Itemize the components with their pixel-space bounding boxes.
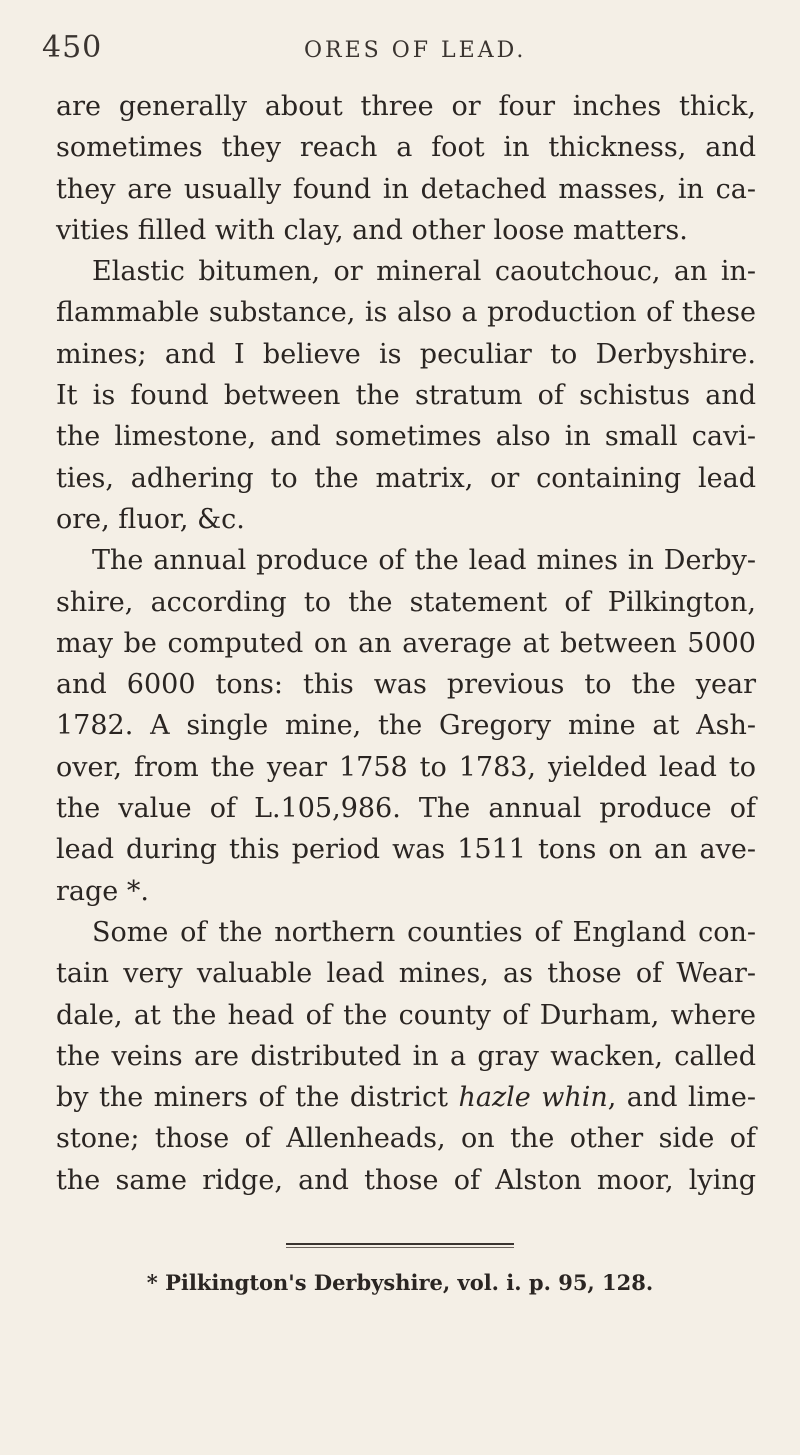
page-header <box>42 30 740 70</box>
text-line: rage *. <box>56 875 149 907</box>
text-line: ties, adhering to the matrix, or containing lead <box>56 462 756 494</box>
text-line: stone; those of Allenheads, on the other side of <box>56 1123 756 1155</box>
page-number: 450 <box>42 30 103 65</box>
text-line: shire, according to the statement of Pilkington, <box>56 586 756 618</box>
text-line: The annual produce of the lead mines in Derby- <box>92 545 756 577</box>
text-segment: , and lime- <box>607 1082 756 1114</box>
text-line: the limestone, and sometimes also in small cavi- <box>56 421 756 453</box>
text-line: and 6000 tons: this was previous to the year <box>56 669 756 701</box>
text-line: mines; and I believe is peculiar to Derbyshire. <box>56 338 756 370</box>
text-line: Elastic bitumen, or mineral caoutchouc, an in- <box>92 256 756 288</box>
text-line-hazle-whin <box>56 1077 756 1118</box>
text-line: the veins are distributed in a gray wacken, called <box>56 1040 756 1072</box>
footnote: * Pilkington's Derbyshire, vol. i. p. 95, 128. <box>146 1270 654 1295</box>
text-line: tain very valuable lead mines, as those of Wear- <box>56 958 756 990</box>
footnote-rule <box>286 1243 514 1248</box>
body-text <box>56 86 756 1201</box>
text-line: the same ridge, and those of Alston moor, lying <box>56 1164 756 1196</box>
text-line: are generally about three or four inches thick, <box>56 91 756 122</box>
text-line: sometimes they reach a foot in thickness, and <box>56 132 756 164</box>
text-line: the value of L.105,986. The annual produce of <box>56 793 756 825</box>
text-line: vities filled with clay, and other loose matters. <box>56 214 688 246</box>
text-line: Some of the northern counties of England con- <box>92 916 756 948</box>
italic-term: hazle whin <box>458 1082 608 1114</box>
text-line: flammable substance, is also a production of these <box>56 297 756 329</box>
text-line: It is found between the stratum of schistus and <box>56 380 756 412</box>
text-line: they are usually found in detached masses, in ca- <box>56 173 756 205</box>
text-segment: by the miners of the district <box>56 1082 459 1114</box>
text-line: lead during this period was 1511 tons on an ave- <box>56 834 756 866</box>
text-line: dale, at the head of the county of Durham, where <box>56 999 756 1031</box>
text-line: may be computed on an average at between 5000 <box>56 627 756 659</box>
running-head: ORES OF LEAD. <box>304 38 527 63</box>
text-line: 1782. A single mine, the Gregory mine at Ash- <box>56 710 756 742</box>
text-line: over, from the year 1758 to 1783, yielded lead to <box>56 751 756 783</box>
text-line: ore, fluor, &c. <box>56 503 245 535</box>
